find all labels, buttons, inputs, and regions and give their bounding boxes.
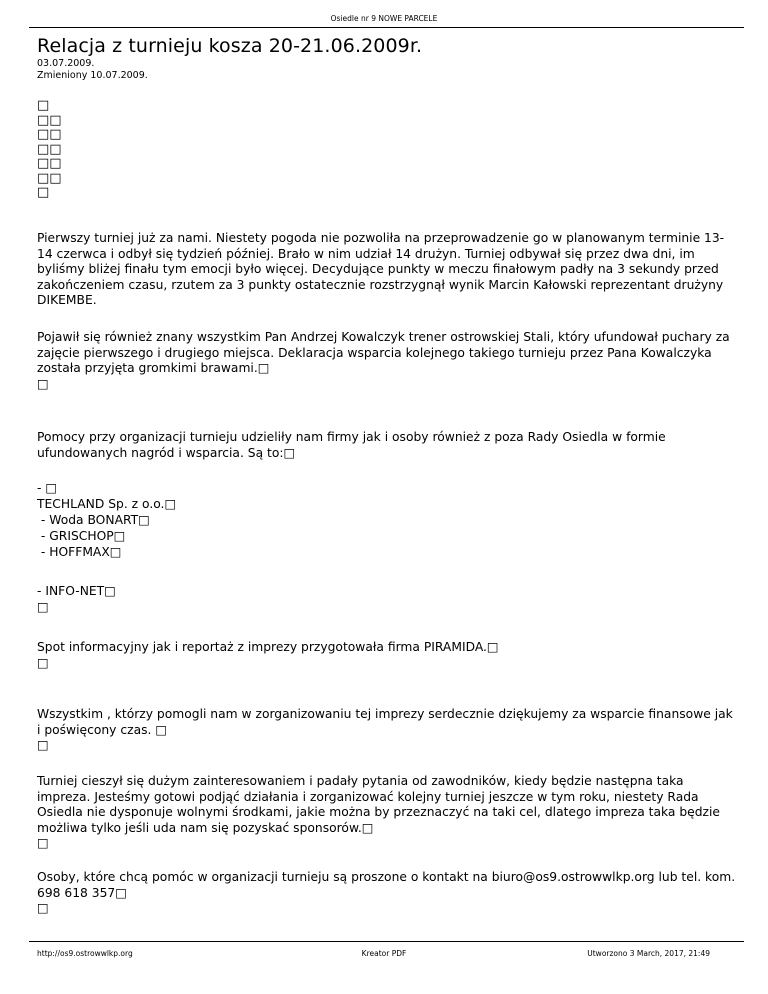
header-divider (29, 27, 744, 28)
glyph-row: □□ (37, 141, 62, 157)
paragraph-sponsors-intro: Pomocy przy organizacji turnieju udzieliły nam firmy jak i osoby również z poza Rady Osiedla w formie ufundowanych nagród i wsparcia. Są to:□ (37, 430, 666, 460)
glyph-row: □□ (37, 156, 62, 171)
glyph-row: □□ (37, 127, 62, 142)
paragraph-intro: Pierwszy turniej już za nami. Niestety pogoda nie pozwoliła na przeprowadzenie go w planowanym terminie 13-14 czerwca i odbył się tydzień później. Brało w nim udział 14 drużyn. Turniej odbywał się przez dwa dni, im byliśmy bliżej finału tym emocji było więcej. Decydujące punkty w meczu finałowym padły na 3 sekundy przed zakończeniem czasu, rzutem za 3 punkty ostatecznie rozstrzygnął wynik Marcin Kałowski reprezentant drużyny DIKEMBE. (37, 231, 725, 308)
modified-date: Zmieniony 10.07.2009. (37, 70, 148, 81)
sponsor-item: - □ TECHLAND Sp. z o.o.□ (37, 481, 177, 511)
paragraph-piramida: Spot informacyjny jak i reportaż z imprezy przygotowała firma PIRAMIDA.□ □ (37, 640, 499, 670)
sponsor-item: - GRISCHOP□ (37, 529, 126, 543)
glyph-row: □□ (37, 170, 62, 186)
site-header: Osiedle nr 9 NOWE PARCELE (330, 14, 438, 23)
sponsor-item: - HOFFMAX□ (37, 545, 122, 559)
footer-generator: Kreator PDF (361, 949, 407, 958)
paragraph-contact: Osoby, które chcą pomóc w organizacji turnieju są proszone o kontakt na biuro@os9.ostrowwlkp.org lub tel. kom. 698 618 357□ □ (37, 870, 736, 916)
placeholder-glyph-block (37, 99, 62, 201)
paragraph-next-tournament: Turniej cieszył się dużym zainteresowaniem i padały pytania od zawodników, kiedy będzie następna taka impreza. Jesteśmy gotowi podjąć działania i zorganizować kolejny turniej jeszcze w tym roku, niestety Rada Osiedla nie dysponuje wolnymi środkami, jakie można by przeznaczyć na taki cel, dlatego impreza taka będzie możliwa tylko jeśli uda nam się pozyskać sponsorów.□ □ (37, 774, 720, 851)
glyph-row: □ (37, 185, 50, 200)
glyph-row: □ (37, 98, 50, 113)
sponsor-item: - INFO-NET□ □ (37, 584, 116, 614)
footer-divider (29, 941, 744, 942)
footer-url: http://os9.ostrowwlkp.org (37, 949, 133, 958)
paragraph-thanks: Wszystkim , którzy pomogli nam w zorganizowaniu tej imprezy serdecznie dziękujemy za wsparcie finansowe jak i poświęcony czas. □ □ (37, 707, 733, 753)
paragraph-kowalczyk: Pojawił się również znany wszystkim Pan Andrzej Kowalczyk trener ostrowskiej Stali, który ufundował puchary za zajęcie pierwszego i drugiego miejsca. Deklaracja wsparcia kolejnego takiego turnieju przez Pana Kowalczyka została przyjęta gromkimi brawami.□ □ (37, 330, 730, 391)
sponsor-item: - Woda BONART□ (37, 513, 150, 527)
created-date: 03.07.2009. (37, 58, 95, 69)
article-title: Relacja z turnieju kosza 20-21.06.2009r. (37, 35, 423, 57)
footer-generated-date: Utworzono 3 March, 2017, 21:49 (587, 949, 710, 958)
glyph-row: □□ (37, 112, 62, 128)
